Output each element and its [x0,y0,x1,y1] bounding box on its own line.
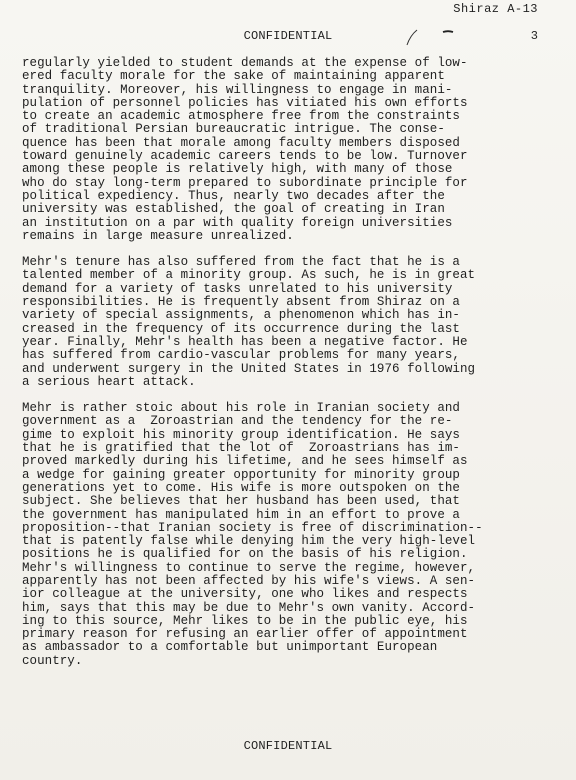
text-line: ered faculty morale for the sake of maintaining apparent [22,69,445,84]
text-line: quence has been that morale among faculty members disposed [22,135,460,150]
text-line: political expediency. Thus, nearly two decades after the [22,188,445,203]
text-line: of traditional Persian bureaucratic intrigue. The conse- [22,122,445,137]
text-line: creased in the frequency of its occurrence during the last [22,321,460,336]
text-line: has suffered from cardio-vascular problems for many years, [22,348,460,363]
text-line: among these people is relatively high, with many of those [22,162,453,177]
handwritten-mark [405,27,465,47]
text-line: Mehr is rather stoic about his role in Iranian society and [22,401,460,416]
text-line: the government has manipulated him in an effort to prove a [22,507,460,522]
text-line: a wedge for gaining greater opportunity for minority group [22,467,460,482]
text-line: him, says that this may be due to Mehr's own vanity. Accord- [22,600,476,615]
text-line: Mehr's willingness to continue to serve the regime, however, [22,560,476,575]
text-line: ior colleague at the university, one who likes and respects [22,587,468,602]
text-line: ing to this source, Mehr likes to be in the public eye, his [22,613,468,628]
text-line: who do stay long-term prepared to subordinate principle for [22,175,468,190]
paragraph [22,402,556,668]
text-line: and underwent surgery in the United States in 1976 following [22,361,476,376]
text-line: demand for a variety of tasks unrelated to his university [22,281,453,296]
text-line: gime to exploit his minority group identification. He says [22,427,460,442]
text-line: talented member of a minority group. As such, he is in great [22,268,476,283]
text-line: regularly yielded to student demands at the expense of low- [22,56,468,70]
text-line: tranquility. Moreover, his willingness to engage in mani- [22,82,453,97]
classification-footer: CONFIDENTIAL [243,739,333,753]
classification-header: CONFIDENTIAL [243,29,333,43]
text-line: Mehr's tenure has also suffered from the fact that he is a [22,255,460,270]
text-line: remains in large measure unrealized. [22,228,294,243]
text-line: year. Finally, Mehr's health has been a negative factor. He [22,334,468,349]
text-line: proved markedly during his lifetime, and he sees himself as [22,454,468,469]
text-line: toward genuinely academic careers tends to be low. Turnover [22,149,468,164]
text-line: country. [22,653,83,668]
text-line: responsibilities. He is frequently absent from Shiraz on a [22,295,460,310]
text-line: government as a Zoroastrian and the tendency for the re- [22,414,453,429]
text-line: to create an academic atmosphere free from the constraints [22,109,460,124]
text-line: subject. She believes that her husband has been used, that [22,494,460,509]
text-line: a serious heart attack. [22,374,196,389]
paragraph [22,57,556,243]
text-line: positions he is qualified for on the basis of his religion. [22,547,468,562]
text-line: apparently has not been affected by his wife's views. A sen- [22,573,476,588]
text-line: generations yet to come. His wife is more outspoken on the [22,480,460,495]
text-line: that he is gratified that the lot of Zoroastrians has im- [22,441,460,456]
document-id: Shiraz A-13 [453,2,538,16]
page-number: 3 [530,29,538,43]
text-line: pulation of personnel policies has vitiated his own efforts [22,95,468,110]
text-line: as ambassador to a comfortable but unimportant European [22,640,438,655]
text-line: an institution on a par with quality foreign universities [22,215,453,230]
text-line: variety of special assignments, a phenomenon which has in- [22,308,460,323]
text-line: primary reason for refusing an earlier offer of appointment [22,627,468,642]
text-line: university was established, the goal of creating in Iran [22,202,445,217]
text-line: proposition--that Iranian society is free of discrimination-- [22,520,483,535]
text-line: that is patently false while denying him the very high-level [22,534,476,549]
document-body [22,57,556,681]
paragraph [22,256,556,389]
